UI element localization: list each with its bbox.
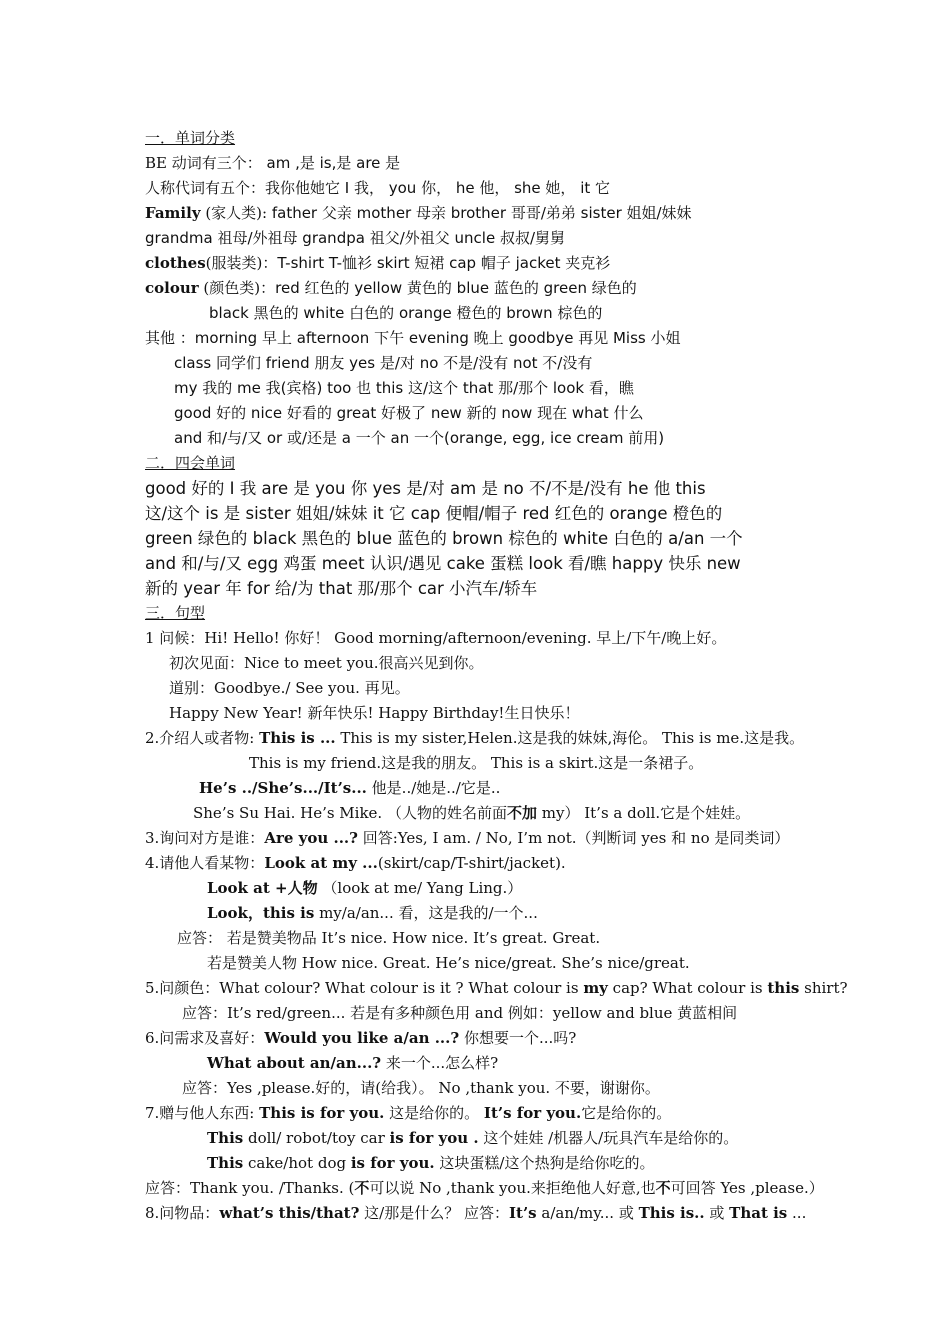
heading-text: 二．四会单词 xyxy=(145,454,236,472)
text-line xyxy=(145,1051,825,1076)
text-run: (skirt/cap/T-shirt/jacket). xyxy=(377,854,566,872)
text-run: 来一个...怎么样? xyxy=(381,1054,499,1072)
text-run: This is for you. xyxy=(259,1104,385,1122)
text-run: ... xyxy=(787,1204,807,1222)
line-prefix: (家人类): xyxy=(200,204,268,222)
category-label: clothes xyxy=(145,254,206,272)
text-run: What about an/an...? xyxy=(207,1054,382,1072)
text-run: 不 xyxy=(354,1179,370,1197)
heading-text: 一．单词分类 xyxy=(145,129,236,147)
text-run: shirt? xyxy=(799,979,848,997)
line-prefix: (颜色类)： xyxy=(198,279,276,297)
text-run: 7.赠与他人东西: xyxy=(145,1104,260,1122)
text-run: This xyxy=(207,1129,244,1147)
text-run: This is my sister,Helen.这是我的妹妹,海伦。 This is me.这是我。 xyxy=(335,729,805,747)
text-run: doll/ robot/toy car xyxy=(243,1129,390,1147)
line-prefix: 其他 ： xyxy=(145,329,195,347)
text-run: cap? What colour is xyxy=(607,979,768,997)
text-run: 它是给你的。 xyxy=(581,1104,672,1122)
category-label: Family xyxy=(145,204,201,222)
line-prefix: (服装类)： xyxy=(205,254,278,272)
text-line: This is my friend.这是我的朋友。 This is a skirt.这是一条裙子。 xyxy=(249,754,704,772)
word-list: am ,是 is,是 are 是 xyxy=(261,154,401,172)
section-heading xyxy=(145,451,825,476)
text-line xyxy=(145,1101,825,1126)
text-run: my/a/an... 看，这是我的/一个... xyxy=(314,904,538,922)
text-run: Would you like a/an ...? xyxy=(264,1029,460,1047)
category-label: colour xyxy=(145,279,199,297)
text-run: 6.问需求及喜好： xyxy=(145,1029,265,1047)
text-line xyxy=(145,1151,825,1176)
text-run: 或 xyxy=(704,1204,730,1222)
text-line: good 好的 nice 好看的 great 好极了 new 新的 now 现在 what 什么 xyxy=(174,404,644,422)
text-line xyxy=(145,1176,825,1201)
text-line xyxy=(145,1126,825,1151)
text-run: （look at me/ Yang Ling.） xyxy=(317,879,523,897)
heading-text: 三．句型 xyxy=(145,604,206,622)
text-line: and 和/与/又 egg 鸡蛋 meet 认识/遇见 cake 蛋糕 look 看/瞧 happy 快乐 new xyxy=(145,554,741,573)
text-line xyxy=(145,276,825,301)
text-line xyxy=(145,251,825,276)
word-list: father 父亲 mother 母亲 brother 哥哥/弟弟 sister 姐姐/妹妹 xyxy=(267,204,692,222)
word-list: I 我， you 你， he 他， she 她， it 它 xyxy=(340,179,611,197)
section-heading xyxy=(145,601,825,626)
text-line xyxy=(145,826,825,851)
text-line: 新的 year 年 for 给/为 that 那/那个 car 小汽车/轿车 xyxy=(145,579,538,598)
text-run: 可回答 Yes ,please.） xyxy=(670,1179,824,1197)
text-run: 你想要一个...吗? xyxy=(459,1029,577,1047)
text-run: 可以说 No ,thank you.来拒绝他人好意,也 xyxy=(369,1179,656,1197)
text-run: 3.询问对方是谁： xyxy=(145,829,265,847)
text-line: my 我的 me 我(宾格) too 也 this 这/这个 that 那/那个 look 看，瞧 xyxy=(174,379,634,397)
text-run: 这是给你的。 xyxy=(384,1104,484,1122)
line-prefix: BE 动词有三个： xyxy=(145,154,262,172)
text-line xyxy=(145,776,825,801)
text-run: a/an/my... 或 xyxy=(536,1204,639,1222)
text-run: It’s xyxy=(509,1204,537,1222)
text-line xyxy=(145,901,825,926)
text-line: 应答：Yes ,please.好的，请(给我）。 No ,thank you. 不要，谢谢你。 xyxy=(182,1079,660,1097)
text-run: 这个娃娃 /机器人/玩具汽车是给你的。 xyxy=(478,1129,739,1147)
word-list: T-shirt T-恤衫 skirt 短裙 cap 帽子 jacket 夹克衫 xyxy=(277,254,611,272)
text-run: 5.问颜色：What colour? What colour is it ? What colour is xyxy=(145,979,584,997)
text-line xyxy=(145,326,825,351)
text-line: 这/这个 is 是 sister 姐姐/妹妹 it 它 cap 便帽/帽子 red 红色的 orange 橙色的 xyxy=(145,504,723,523)
text-line xyxy=(145,1026,825,1051)
text-run: 这/那是什么？ 应答： xyxy=(359,1204,509,1222)
text-run: 回答:Yes, I am. / No, I’m not.（判断词 yes 和 no 是同类词） xyxy=(357,829,790,847)
text-run: 不 xyxy=(655,1179,671,1197)
text-line: black 黑色的 white 白色的 orange 橙色的 brown 棕色的 xyxy=(209,304,603,322)
text-line xyxy=(145,876,825,901)
text-line: grandma 祖母/外祖母 grandpa 祖父/外祖父 uncle 叔叔/舅舅 xyxy=(145,229,565,247)
section-heading xyxy=(145,126,825,151)
text-run: Are you ...? xyxy=(264,829,358,847)
text-run: this xyxy=(767,979,800,997)
text-run: He’s ../She’s.../It’s... xyxy=(199,779,367,797)
text-line xyxy=(145,726,825,751)
text-line xyxy=(145,176,825,201)
text-run: 这块蛋糕/这个热狗是给你吃的。 xyxy=(434,1154,655,1172)
text-line: 若是赞美人物 How nice. Great. He’s nice/great. She’s nice/great. xyxy=(207,954,690,972)
text-line: good 好的 I 我 are 是 you 你 yes 是/对 am 是 no 不/不是/没有 he 他 this xyxy=(145,479,706,498)
text-run: 4.请他人看某物： xyxy=(145,854,265,872)
text-run: Look，this is xyxy=(207,904,315,922)
text-line: class 同学们 friend 朋友 yes 是/对 no 不是/没有 not 不/没有 xyxy=(174,354,593,372)
text-line: 道别：Goodbye./ See you. 再见。 xyxy=(169,679,410,697)
text-line: 应答：It’s red/green... 若是有多种颜色用 and 例如：yellow and blue 黄蓝相间 xyxy=(182,1004,738,1022)
text-run: 8.问物品： xyxy=(145,1204,220,1222)
text-run: 应答：Thank you. /Thanks. ( xyxy=(145,1179,355,1197)
text-run: This xyxy=(207,1154,244,1172)
line-prefix: 人称代词有五个：我你他她它 xyxy=(145,179,341,197)
text-run: It’s for you. xyxy=(483,1104,582,1122)
text-run: She’s Su Hai. He’s Mike. （人物的姓名前面 xyxy=(193,804,507,822)
text-run: This is.. xyxy=(638,1204,705,1222)
text-line xyxy=(145,851,825,876)
text-line xyxy=(145,801,825,826)
text-line: 初次见面：Nice to meet you.很高兴见到你。 xyxy=(169,654,484,672)
text-run: 不加 xyxy=(506,804,537,822)
text-run: is for you. xyxy=(350,1154,435,1172)
document-content xyxy=(145,126,848,1226)
text-run: 他是../她是../它是.. xyxy=(366,779,501,797)
text-run: cake/hot dog xyxy=(243,1154,351,1172)
word-list: morning 早上 afternoon 下午 evening 晚上 goodbye 再见 Miss 小姐 xyxy=(194,329,681,347)
text-run: is for you . xyxy=(389,1129,479,1147)
text-line: Happy New Year! 新年快乐! Happy Birthday!生日快乐！ xyxy=(169,704,580,722)
word-list: red 红色的 yellow 黄色的 blue 蓝色的 green 绿色的 xyxy=(275,279,637,297)
text-run: Look at my ... xyxy=(264,854,378,872)
text-line: 应答： 若是赞美物品 It’s nice. How nice. It’s great. Great. xyxy=(177,929,601,947)
text-run: This is ... xyxy=(259,729,336,747)
text-line xyxy=(145,201,825,226)
text-line: 1 问候：Hi! Hello! 你好！ Good morning/afternoon/evening. 早上/下午/晚上好。 xyxy=(145,629,727,647)
text-line xyxy=(145,151,825,176)
text-line xyxy=(145,976,848,1001)
text-line xyxy=(145,1201,825,1226)
text-line: and 和/与/又 or 或/还是 a 一个 an 一个(orange, egg, ice cream 前用) xyxy=(174,429,665,447)
text-run: That is xyxy=(729,1204,788,1222)
text-run: Look at +人物 xyxy=(207,879,318,897)
text-run: my xyxy=(583,979,608,997)
text-run: what’s this/that? xyxy=(219,1204,360,1222)
text-run: my） It’s a doll.它是个娃娃。 xyxy=(536,804,751,822)
text-run: 2.介绍人或者物: xyxy=(145,729,260,747)
text-line: green 绿色的 black 黑色的 blue 蓝色的 brown 棕色的 white 白色的 a/an 一个 xyxy=(145,529,743,548)
